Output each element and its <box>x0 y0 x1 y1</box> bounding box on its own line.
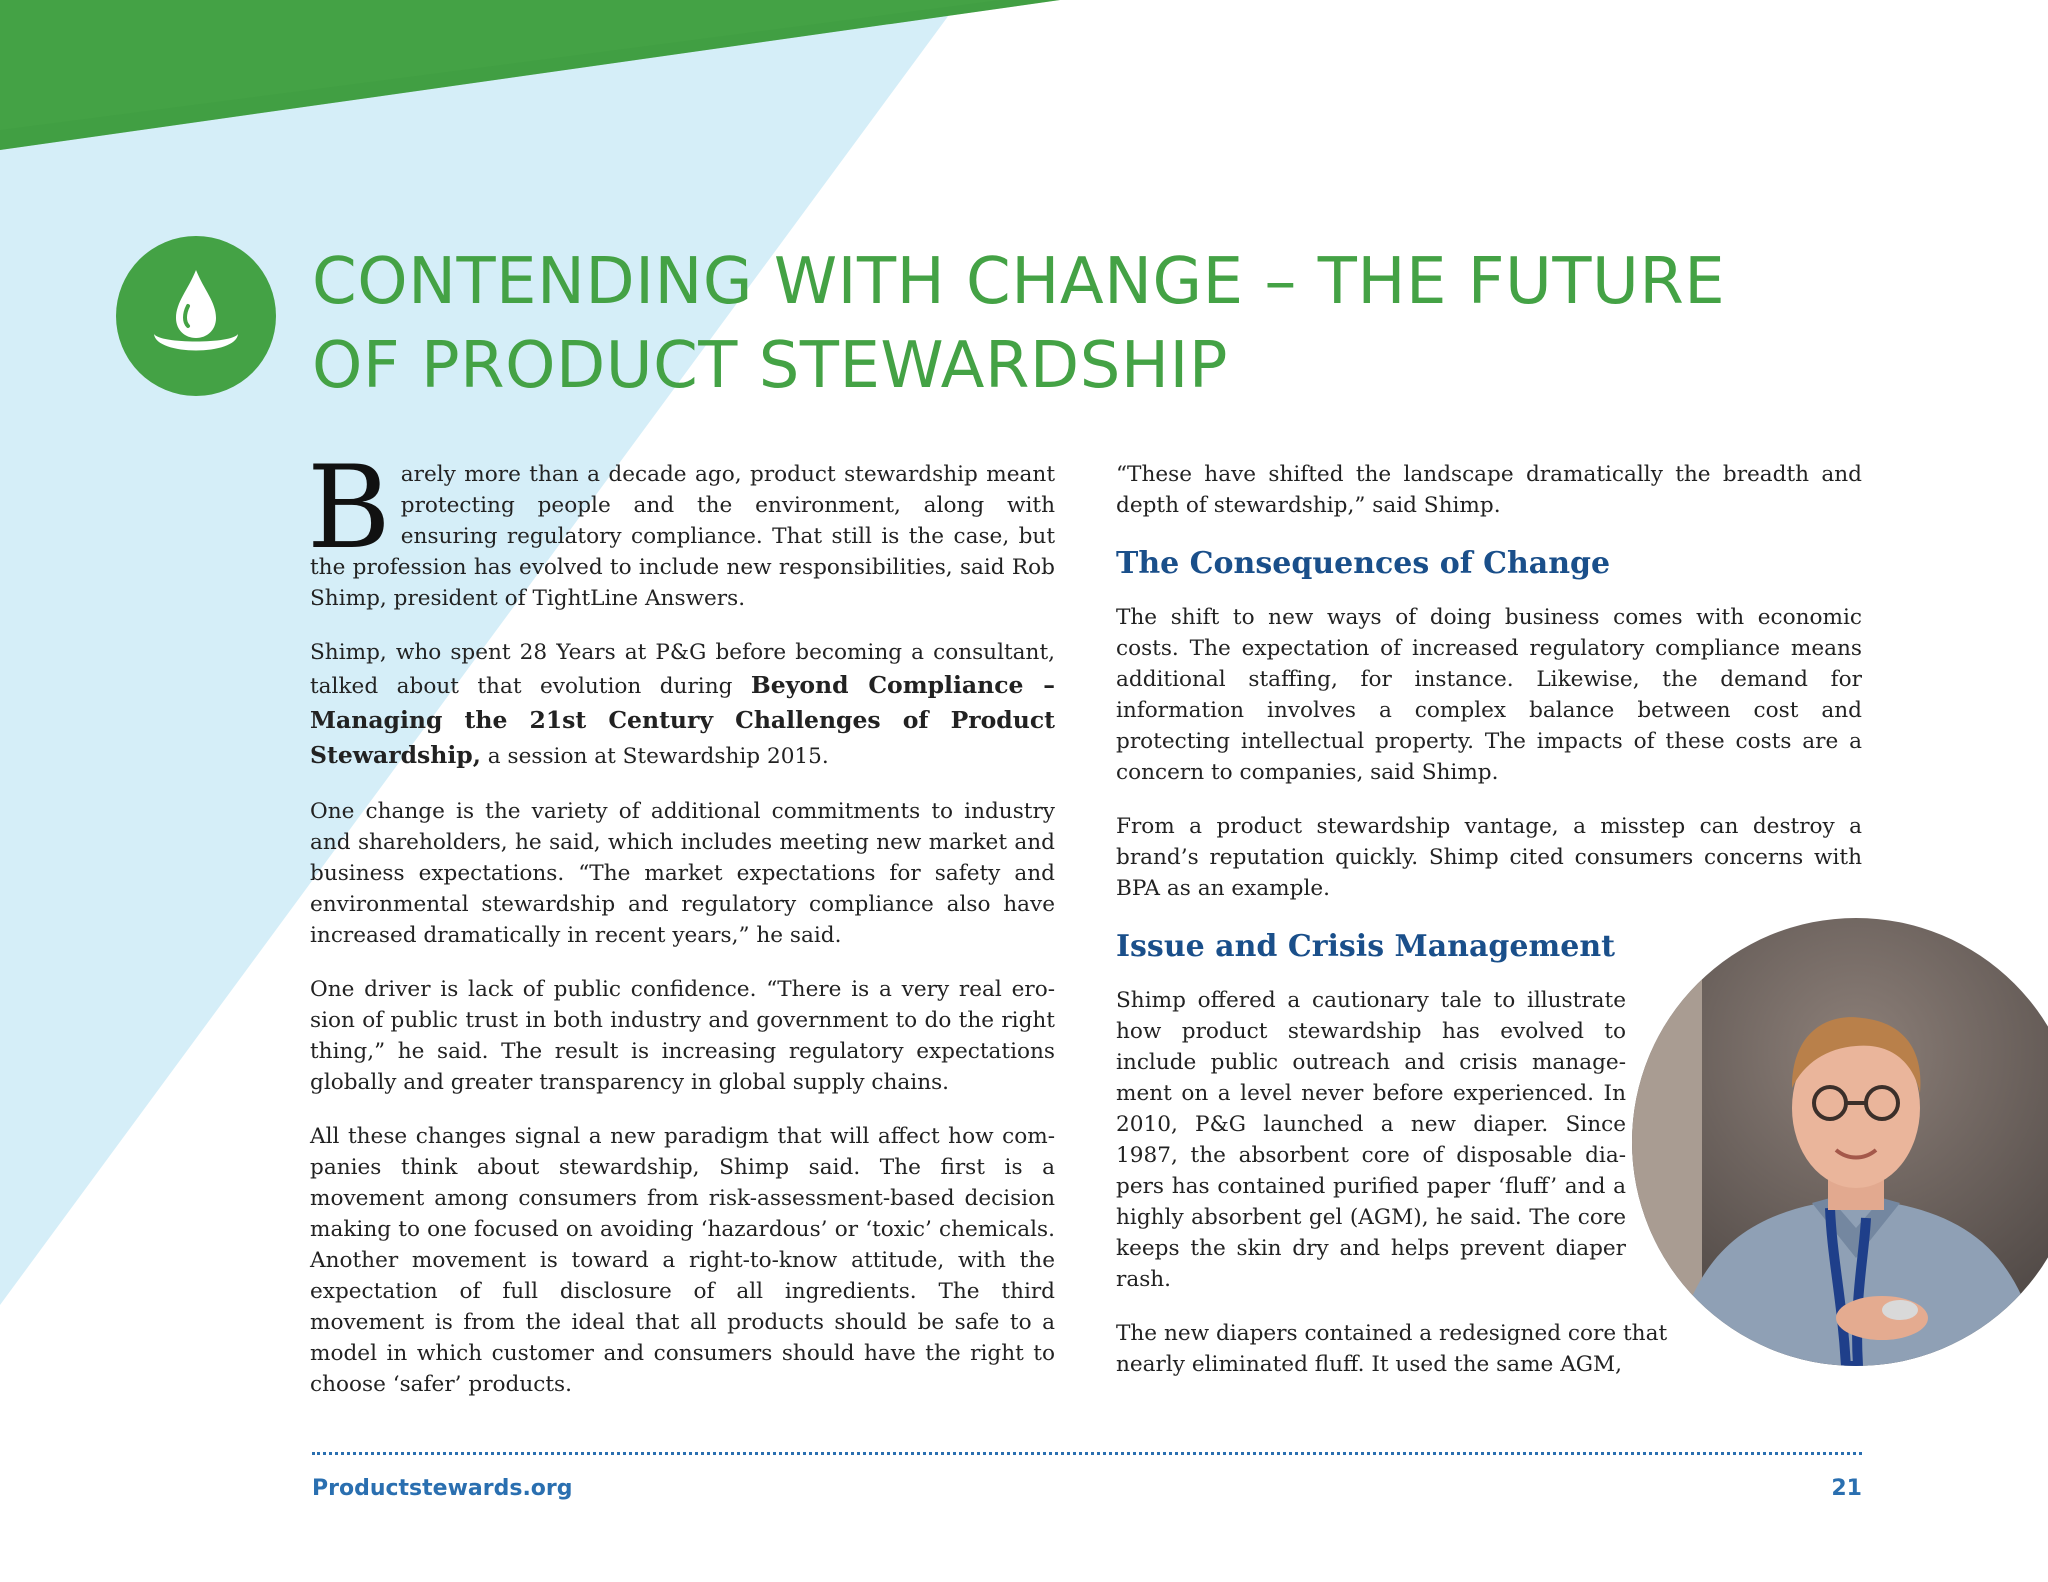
heading-crisis: Issue and Crisis Management <box>1116 929 1615 964</box>
title-line-1: CONTENDING WITH CHANGE – THE FUTURE <box>312 245 1726 319</box>
paragraph-public-confidence: One driver is lack of public confidence. “There is a very real erosion of public trust in both industry and government to do the right thing,” he said. The result is increasing regulatory expectations globally and greater transparency in global supply chains. <box>310 977 1055 1095</box>
session-text-before: Shimp, who spent 28 Years at P&G before becoming a consultant, talked about that evolution during <box>310 640 1055 699</box>
speaker-photo <box>1632 918 2048 1366</box>
water-drop-icon <box>116 236 276 396</box>
footer-divider <box>312 1452 1862 1455</box>
paragraph-new-diapers: The new diapers contained a redesigned core that nearly eliminated fluff. It used the same AGM, <box>1116 1321 1668 1377</box>
intro-text: arely more than a decade ago, product stewardship meant protecting people and the environment, along with ensuring regulatory compliance. That still is the case, but the profession has evolved to include new responsibilities, said Rob Shimp, president of TightLine Answers. <box>310 462 1055 611</box>
footer-site-link[interactable]: Productstewards.org <box>312 1476 573 1501</box>
paragraph-session <box>310 637 1055 773</box>
left-column <box>307 441 1055 1423</box>
session-name: Beyond Compliance – Managing the 21st Century Challenges of Product Stewardship, <box>310 671 1055 769</box>
drop-cap: B <box>307 441 391 574</box>
paragraph-reputation: From a product stewardship vantage, a misstep can destroy a brand’s reputation quickly. Shimp cited consumers concerns with BPA as an example. <box>1116 814 1862 901</box>
paragraph-costs: The shift to new ways of doing business comes with economic costs. The expectation of increased regulatory compliance means additional staffing, for instance. Likewise, the demand for information involves a complex balance between cost and protecting intellectual property. The impacts of these costs are a concern to companies, said Shimp. <box>1116 605 1862 785</box>
page-title <box>312 240 1912 408</box>
paragraph-commitments: One change is the variety of additional commitments to industry and shareholders, he said, which includes meeting new market and business expectations. “The market expectations for safety and environmental stewardship and regulatory compliance also have increased dramatically in recent years,” he said. <box>310 799 1055 948</box>
paragraph-paradigm: All these changes signal a new paradigm that will affect how companies think about stewardship, Shimp said. The first is a movement among consumers from risk-assessment-based decision making to one focused on avoiding ‘hazardous’ or ‘toxic’ chemicals. Another movement is toward a right-to-know attitude, with the expectation of full disclosure of all ingredients. The third movement is from the ideal that all products should be safe to a model in which customer and consumers should have the right to choose ‘safer’ products. <box>310 1124 1055 1397</box>
paragraph-intro <box>307 441 1055 614</box>
page-number: 21 <box>1831 1476 1862 1501</box>
title-line-2: OF PRODUCT STEWARDSHIP <box>312 329 1228 403</box>
paragraph-quote: “These have shifted the landscape dramatically the breadth and depth of stewardship,” said Shimp. <box>1116 462 1862 518</box>
paragraph-cautionary-tale: Shimp offered a cautionary tale to illustrate how product stewardship has evolved to include public outreach and crisis management on a level never before experienced. In 2010, P&G launched a new diaper. Since 1987, the absorbent core of disposable diapers has contained purified paper ‘fluff’ and a highly absorbent gel (AGM), he said. The core keeps the skin dry and helps prevent diaper rash. <box>1116 988 1626 1292</box>
session-text-after: a session at Stewardship 2015. <box>480 744 829 769</box>
heading-consequences: The Consequences of Change <box>1116 546 1611 581</box>
